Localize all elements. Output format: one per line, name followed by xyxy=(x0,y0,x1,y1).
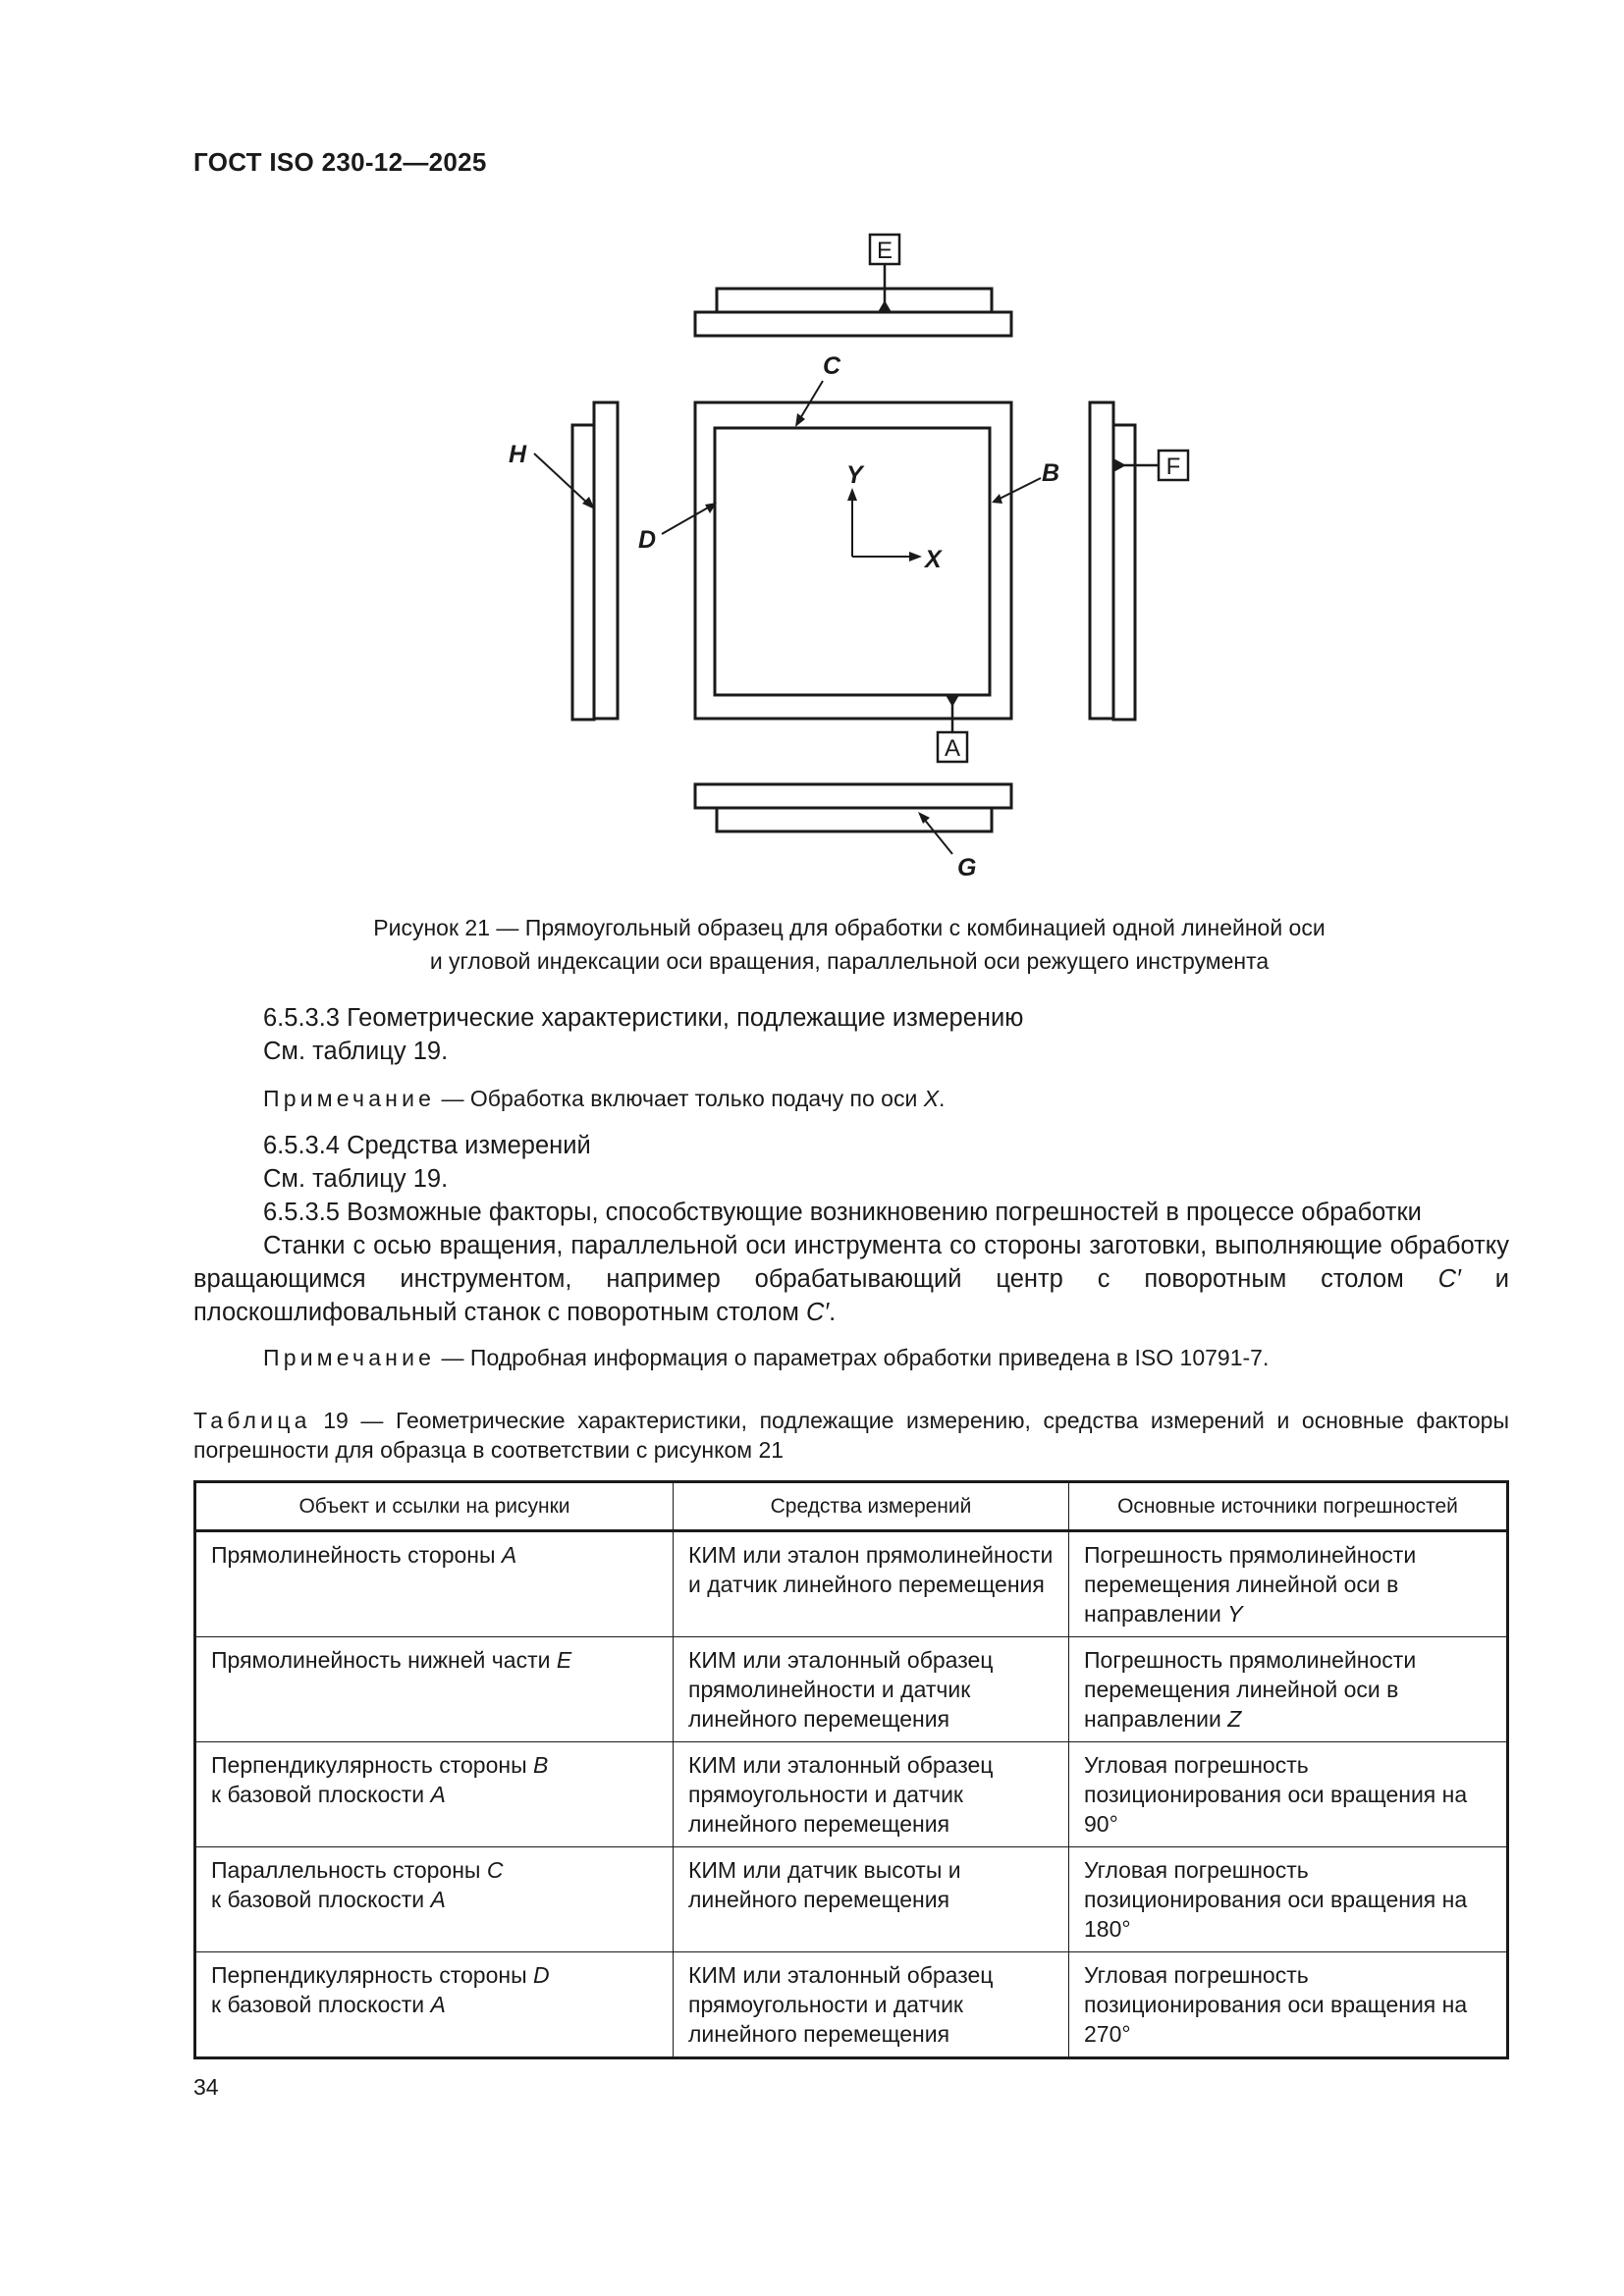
error-text: Угловая погрешность позиционирования оси вращения на 270° xyxy=(1084,1962,1468,2047)
table-cell-object xyxy=(195,1952,674,2058)
note-1 xyxy=(263,1082,945,1115)
datum-triangle-f xyxy=(1113,458,1126,472)
body-text-a: Станки с осью вращения, параллельной оси инструмента со стороны заготовки, выполняющие обработку вращающимся инструментом, например обрабатывающий центр с поворотным столом xyxy=(193,1232,1509,1293)
figure-21-diagram xyxy=(491,226,1218,893)
table-header-row xyxy=(195,1482,1508,1531)
note-1-axis: X xyxy=(923,1086,940,1111)
table-cell-errors xyxy=(1069,1637,1508,1742)
body-text-end: . xyxy=(829,1299,837,1326)
workpiece-outer xyxy=(695,402,1011,719)
label-a: A xyxy=(944,735,961,762)
label-h: H xyxy=(509,441,527,468)
table-row xyxy=(195,1742,1508,1847)
table-cell-object xyxy=(195,1637,674,1742)
table-header-object: Объект и ссылки на рисунки xyxy=(195,1482,674,1531)
plate-left-outer xyxy=(572,425,594,720)
note-1-end: . xyxy=(939,1086,946,1111)
table-row xyxy=(195,1847,1508,1952)
table-cell-tools: КИМ или эталонный образец прямоугольности и датчик линейного перемещения xyxy=(674,1742,1069,1847)
label-y-axis: Y xyxy=(846,461,863,489)
error-text: Угловая погрешность позиционирования оси вращения на 180° xyxy=(1084,1857,1468,1942)
label-g: G xyxy=(957,854,977,881)
body-axis-c2: C′ xyxy=(805,1299,830,1326)
table-cell-tools: КИМ или датчик высоты и линейного перемещения xyxy=(674,1847,1069,1952)
error-text: Погрешность прямолинейности перемещения линейной оси в направлении xyxy=(1084,1647,1417,1732)
object-line-1 xyxy=(211,1540,658,1570)
object-line-1 xyxy=(211,1645,658,1675)
datum-triangle-a xyxy=(946,695,959,707)
object-line-2 xyxy=(211,1780,658,1809)
label-d: D xyxy=(638,526,657,554)
table-cell-object xyxy=(195,1531,674,1637)
object-text: Перпендикулярность стороны xyxy=(211,1962,533,1988)
object-base-ref: A xyxy=(430,1887,446,1912)
body-text-b: и плоскошлифовальный станок с поворотным столом xyxy=(193,1265,1509,1326)
table-19 xyxy=(193,1480,1509,2059)
section-6-5-3-4-ref: См. таблицу 19. xyxy=(263,1165,449,1193)
note-2-text: — Подробная информация о параметрах обработки приведена в ISO 10791-7. xyxy=(435,1345,1270,1370)
object-text: Параллельность стороны xyxy=(211,1857,487,1883)
plate-bottom-upper xyxy=(695,784,1011,808)
object-ref: E xyxy=(556,1647,572,1673)
object-base-text: к базовой плоскости xyxy=(211,1782,431,1807)
section-6-5-3-5-body xyxy=(193,1229,1509,1329)
table-row xyxy=(195,1531,1508,1637)
page-number: 34 xyxy=(193,2074,219,2100)
error-text: Угловая погрешность позиционирования оси вращения на 90° xyxy=(1084,1752,1468,1837)
table-cell-object xyxy=(195,1742,674,1847)
object-ref: B xyxy=(533,1752,549,1778)
table-cell-tools: КИМ или эталонный образец прямоугольности и датчик линейного перемещения xyxy=(674,1952,1069,2058)
object-line-1 xyxy=(211,1855,658,1885)
table-cell-errors xyxy=(1069,1742,1508,1847)
plate-right-inner xyxy=(1090,402,1113,719)
note-1-text: — Обработка включает только подачу по оси xyxy=(435,1086,924,1111)
plate-bottom-lower xyxy=(717,808,992,831)
table-caption-text: 19 — Геометрические характеристики, подлежащие измерению, средства измерений и основные факторы погрешности для образца в соответствии с рисунком 21 xyxy=(193,1408,1509,1463)
object-text: Перпендикулярность стороны xyxy=(211,1752,533,1778)
plate-left-inner xyxy=(594,402,618,719)
document-header: ГОСТ ISO 230-12—2025 xyxy=(193,147,487,177)
section-6-5-3-3-ref: См. таблицу 19. xyxy=(263,1038,449,1065)
object-base-ref: A xyxy=(430,1782,446,1807)
object-ref: D xyxy=(533,1962,550,1988)
object-line-2 xyxy=(211,1990,658,2019)
object-line-1 xyxy=(211,1750,658,1780)
object-ref: A xyxy=(501,1542,517,1568)
note-2 xyxy=(263,1341,1269,1374)
table-cell-tools: КИМ или эталонный образец прямолинейности и датчик линейного перемещения xyxy=(674,1637,1069,1742)
object-line-2 xyxy=(211,1885,658,1914)
table-row xyxy=(195,1952,1508,2058)
body-axis-c1: C′ xyxy=(1437,1265,1461,1293)
datum-triangle-e xyxy=(878,300,892,312)
section-6-5-3-4-title: 6.5.3.4 Средства измерений xyxy=(263,1132,591,1159)
object-base-text: к базовой плоскости xyxy=(211,1887,431,1912)
object-base-text: к базовой плоскости xyxy=(211,1992,431,2017)
table-cell-tools: КИМ или эталон прямолинейности и датчик линейного перемещения xyxy=(674,1531,1069,1637)
object-ref: C xyxy=(486,1857,504,1883)
table-cell-errors xyxy=(1069,1952,1508,2058)
figure-caption-line-1: Рисунок 21 — Прямоугольный образец для обработки с комбинацией одной линейной оси xyxy=(373,915,1326,940)
table-caption-label: Таблица xyxy=(193,1408,311,1433)
plate-top-lower xyxy=(695,312,1011,336)
label-c: C xyxy=(823,352,841,380)
object-line-1 xyxy=(211,1960,658,1990)
error-direction: Y xyxy=(1227,1601,1243,1627)
label-f: F xyxy=(1165,454,1181,480)
plate-top-upper xyxy=(717,289,992,312)
table-cell-object xyxy=(195,1847,674,1952)
label-b: B xyxy=(1042,459,1060,487)
table-row xyxy=(195,1637,1508,1742)
section-6-5-3-5-paragraph xyxy=(193,1229,1509,1329)
table-caption xyxy=(193,1406,1509,1465)
section-6-5-3-3-title: 6.5.3.3 Геометрические характеристики, подлежащие измерению xyxy=(263,1004,1024,1032)
note-1-label: Примечание xyxy=(263,1086,436,1111)
figure-caption-line-2: и угловой индексации оси вращения, параллельной оси режущего инструмента xyxy=(429,948,1270,974)
error-text: Погрешность прямолинейности перемещения линейной оси в направлении xyxy=(1084,1542,1417,1627)
object-base-ref: A xyxy=(430,1992,446,2017)
table-cell-errors xyxy=(1069,1531,1508,1637)
table-cell-errors xyxy=(1069,1847,1508,1952)
table-header-tools: Средства измерений xyxy=(674,1482,1069,1531)
label-x-axis: X xyxy=(925,546,942,573)
section-6-5-3-5-title: 6.5.3.5 Возможные факторы, способствующие возникновению погрешностей в процессе обработки xyxy=(263,1199,1422,1226)
label-e: E xyxy=(876,238,893,264)
object-text: Прямолинейность нижней части xyxy=(211,1647,557,1673)
note-2-label: Примечание xyxy=(263,1345,436,1370)
table-header-errors: Основные источники погрешностей xyxy=(1069,1482,1508,1531)
error-direction: Z xyxy=(1227,1706,1242,1732)
figure-caption xyxy=(255,911,1443,978)
object-text: Прямолинейность стороны xyxy=(211,1542,502,1568)
